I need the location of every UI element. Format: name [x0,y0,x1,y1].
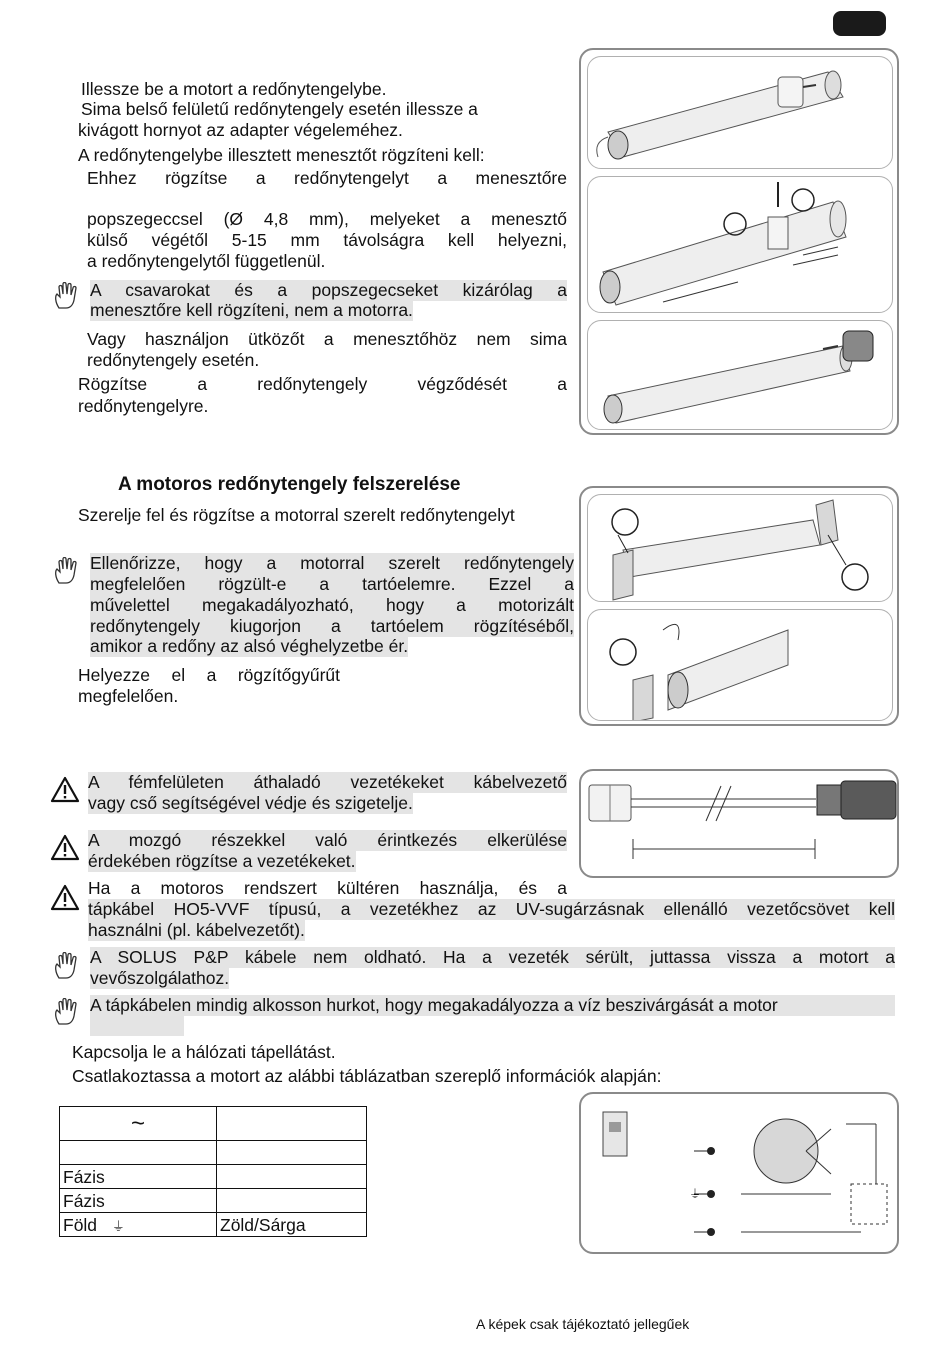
ac-symbol-icon: ~ [130,1109,145,1137]
s1-p2b: kivágott hornyot az adapter végeleméhez. [78,120,403,140]
s3-w3a: Ha a motoros rendszert kültéren használja, és a [88,878,567,898]
figure-mounting [579,486,899,726]
section2-heading: A motoros redőnytengely felszerelése [118,474,461,495]
highlight-blank [90,1016,184,1036]
s1-p7b: redőnytengelyre. [78,396,209,416]
s3-w2a: A mozgó részekkel való érintkezés elkerülése [88,830,567,850]
warning-triangle-icon [50,834,80,861]
s1-p3: A redőnytengelybe illesztett menesztőt rögzíteni kell: [78,145,485,165]
s1-p6a: Vagy használjon ütközőt a menesztőhöz nem sima [87,329,567,349]
table-cell-empty [217,1141,367,1165]
hand-note-icon [53,952,79,980]
table-cell [217,1165,367,1189]
figure-panel-ring [587,609,893,721]
s1-p4a: Ehhez rögzítse a redőnytengelyt a menesztőre [87,168,567,188]
hand-note-icon [53,557,79,585]
table-header-empty [217,1107,367,1141]
s2-note1: Ellenőrizze, hogy a motorral szerelt redőnytengely [90,553,574,573]
s3-w2b: érdekében rögzítse a vezetékeket. [88,851,356,871]
figure-cable-length [579,769,899,878]
s4-p2: Csatlakoztassa a motort az alábbi táblázatban szereplő információk alapján: [72,1066,662,1086]
page-tab [833,11,886,36]
hand-note-icon [53,282,79,310]
s3-w3b: tápkábel HO5-VVF típusú, a vezetékhez az UV-sugárzásnak ellenálló vezetőcsövet kell [88,899,895,919]
s2-p2a: Helyezze el a rögzítőgyűrűt [78,665,340,685]
ground-icon: ⏚ [111,1219,125,1234]
table-cell: Zöld/Sárga [217,1213,367,1237]
figure-panel-rivets [587,176,893,313]
table-cell [217,1189,367,1213]
table-cell: Fázis [60,1189,217,1213]
footer-disclaimer: A képek csak tájékoztató jellegűek [476,1316,690,1332]
warning-triangle-icon [50,884,80,911]
table-cell: Föld ⏚ [60,1213,217,1237]
figure-motor-insertion [579,48,899,435]
s2-note4: redőnytengely kiugorjon a tartóelem rögzítéséből, [90,616,574,636]
s3-n1b: vevőszolgálathoz. [90,968,230,988]
table-row [60,1213,367,1237]
s1-p2a: Sima belső felületű redőnytengely esetén illessze a [81,99,478,119]
figure-panel-insert-motor [587,56,893,169]
warning-triangle-icon [50,776,80,803]
s2-note2: megfelelően rögzült-e a tartóelemre. Ezzel a [90,574,574,594]
table-cell-empty [60,1141,217,1165]
figure-wiring-diagram [579,1092,899,1254]
wiring-table [59,1106,367,1237]
s1-p6b: redőnytengely esetén. [87,350,260,370]
figure-panel-mount [587,494,893,602]
figure-panel-end-cap [587,320,893,430]
s1-p5c: a redőnytengelytől függetlenül. [87,251,326,271]
svg-text:⏚: ⏚ [689,1187,702,1201]
s1-note1a: A csavarokat és a popszegecseket kizárólag a [90,280,567,300]
table-row [60,1189,367,1213]
s2-note5: amikor a redőny az alsó véghelyzetbe ér. [90,636,409,656]
s3-n2a: A tápkábelen mindig alkosson hurkot, hogy megakadályozza a víz beszivárgását a motor [90,995,895,1016]
s3-n1a: A SOLUS P&P kábele nem oldható. Ha a vezeték sérült, juttassa vissza a motort a [90,947,895,967]
s2-note3: művelettel megakadályozható, hogy a motorizált [90,595,574,615]
s1-p5a: popszegeccsel (Ø 4,8 mm), melyeket a menesztő [87,209,567,229]
s1-p5b: külső végétől 5-15 mm távolságra kell helyezni, [87,230,567,250]
hand-note-icon [53,998,79,1026]
s2-p1: Szerelje fel és rögzítse a motorral szerelt redőnytengelyt [78,505,515,525]
s1-p7a: Rögzítse a redőnytengely végződését a [78,374,567,394]
table-row [60,1165,367,1189]
table-cell: Fázis [60,1165,217,1189]
s1-p1: Illessze be a motort a redőnytengelybe. [81,79,387,99]
table-header-symbol [60,1107,217,1141]
s3-w3c: használni (pl. kábelvezetőt). [88,920,305,940]
s3-w1b: vagy cső segítségével védje és szigetelje. [88,793,413,813]
s4-p1: Kapcsolja le a hálózati tápellátást. [72,1042,336,1062]
s2-p2b: megfelelően. [78,686,179,706]
s3-w1a: A fémfelületen áthaladó vezetékeket kábelvezető [88,772,567,792]
s1-note1b: menesztőre kell rögzíteni, nem a motorra. [90,300,413,320]
